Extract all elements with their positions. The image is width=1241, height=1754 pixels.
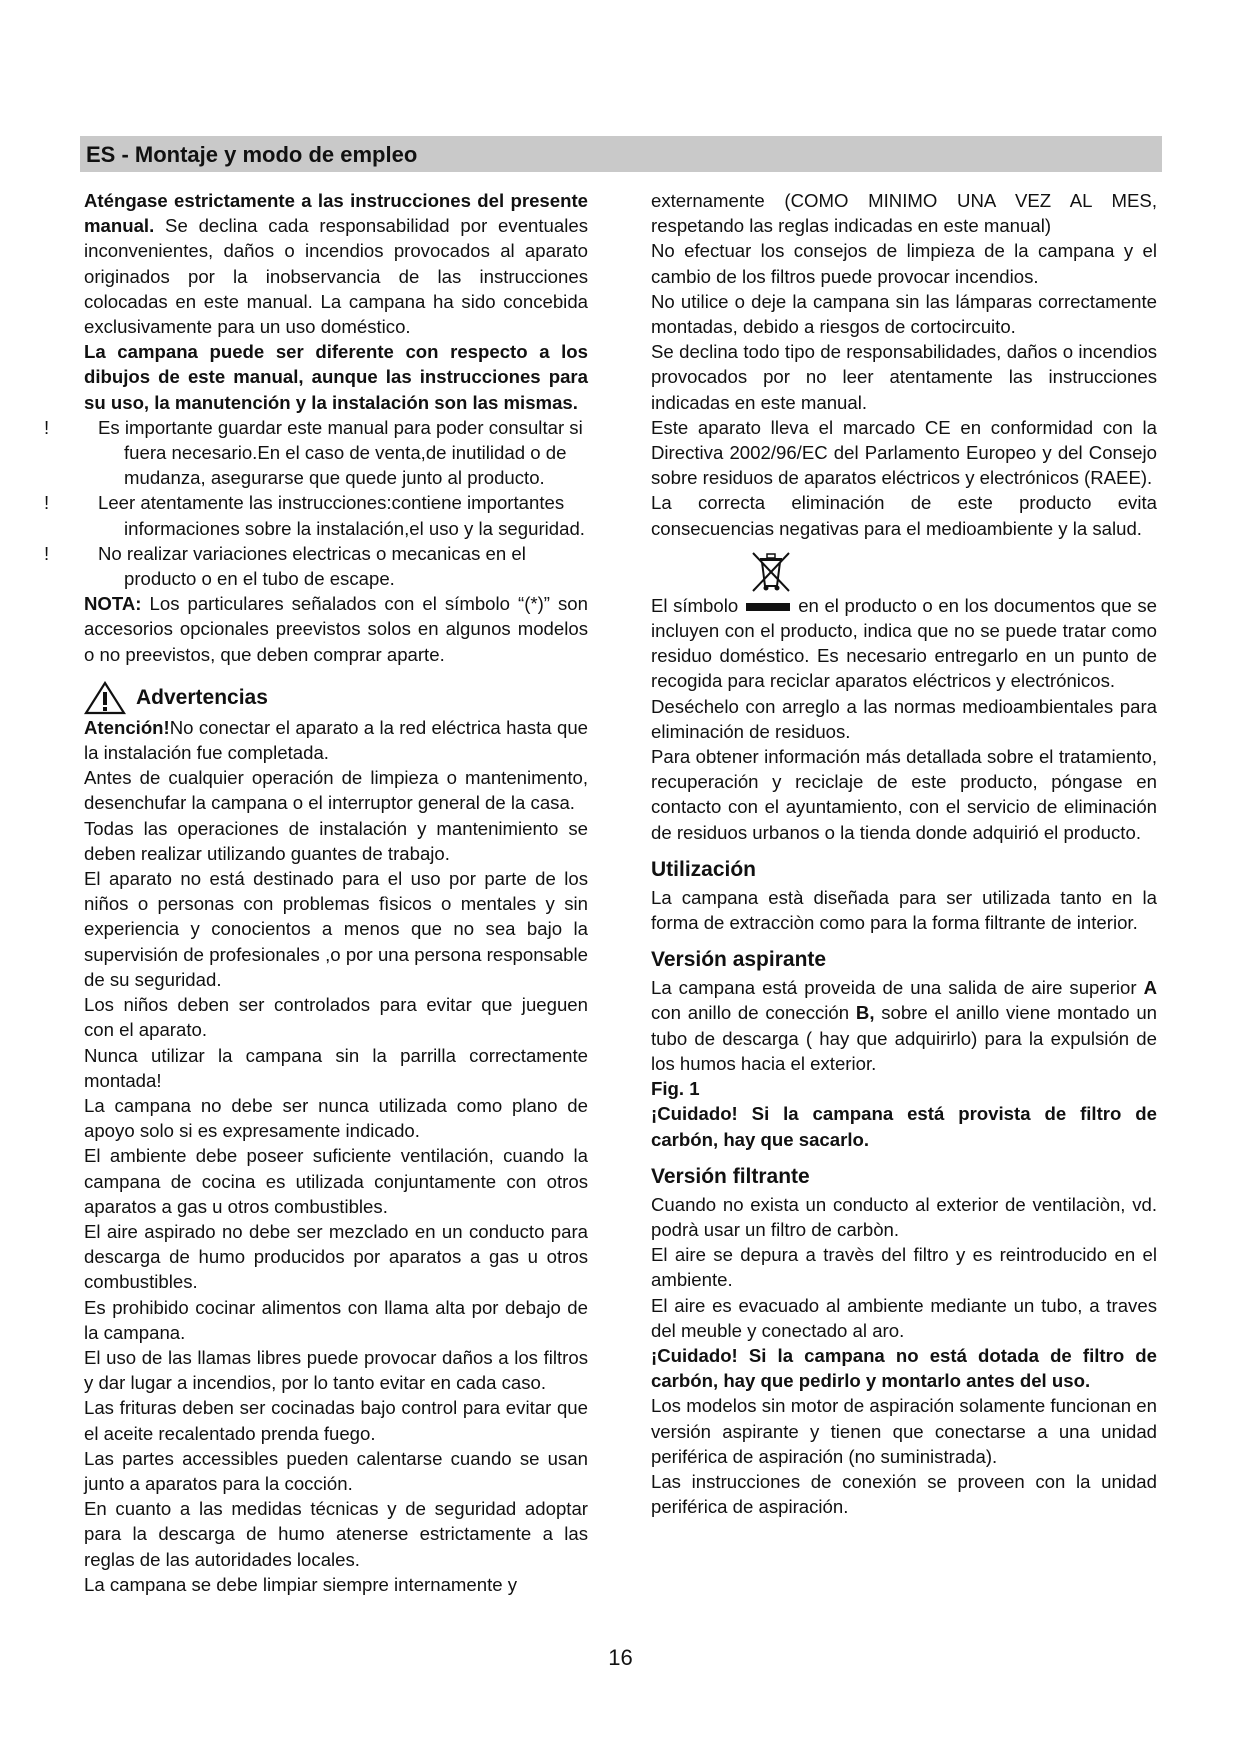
warning-paragraph: Todas las operaciones de instalación y mantenimiento se deben realizar utilizando guantes de trabajo. [84, 817, 588, 864]
warning-paragraph: Las partes accessibles pueden calentarse cuando se usan junto a aparatos para la cocción. [84, 1447, 588, 1494]
warning-paragraph: El ambiente debe poseer suficiente ventilación, cuando la campana de cocina es utilizada conjuntamente con otros aparatos a gas u otros combustibles. [84, 1145, 588, 1217]
warning-paragraph: El uso de las llamas libres puede provocar daños a los filtros y dar lugar a incendios, por lo tanto evitar en cada caso. [84, 1346, 588, 1394]
utilizacion-heading: Utilización [651, 857, 757, 881]
bullet-item: ! Es importante guardar este manual para poder consultar si fuera necesario.En el caso de venta,de inutilidad o de mudanza, asegurarse que quede junto al producto. [44, 416, 583, 489]
utilizacion-paragraph: La campana està diseñada para ser utilizada tanto en la forma de extracciòn como para la forma filtrante de interior. [651, 886, 1157, 934]
crossed-bin-icon [747, 549, 795, 593]
warning-paragraph: Las frituras deben ser cocinadas bajo control para evitar que el aceite recalentado prenda fuego. [84, 1397, 588, 1444]
warning-paragraph: Los niños deben ser controlados para evitar que jueguen con el aparato. [84, 994, 588, 1041]
difference-note: La campana puede ser diferente con respecto a los dibujos de este manual, aunque las instrucciones para su uso, la manutención y la instalación son las mismas. [84, 341, 588, 413]
warning-paragraph: El aparato no está destinado para el uso por parte de los niños o personas con problemas fìsicos o mentales y sin experiencia y conocientos a menos que no sea bajo la supervisión de profesionales ,o por una persona responsable de su seguridad. [84, 868, 588, 990]
figure-reference: Fig. 1 [651, 1078, 700, 1100]
warning-paragraph: Nunca utilizar la campana sin la parrilla correctamente montada! [84, 1044, 588, 1091]
filtrante-paragraph: El aire se depura a travès del filtro y es reintroducido en el ambiente. [651, 1244, 1157, 1291]
symbol-paragraph: El símbolo en el producto o en los documentos que se incluyen con el producto, indica que no se puede tratar como residuo doméstico. Es necesario entregarlo en un punto de recogida para reciclar aparatos eléctricos y electrónicos. [651, 594, 1158, 692]
continued-paragraph: Se declina todo tipo de responsabilidades, daños o incendios provocados por no leer atentamente las instrucciones indicadas en este manual. [651, 341, 1157, 413]
filtrante-heading: Versión filtrante [651, 1164, 810, 1188]
warning-paragraph: El aire aspirado no debe ser mezclado en un conducto para descarga de humo producidos por aparatos a gas u otros combustibles. [84, 1220, 588, 1293]
filtrante-paragraph: Cuando no exista un conducto al exterior de ventilaciòn, vd. podrà usar un filtro de carbòn. [651, 1193, 1157, 1240]
advertencias-heading: Advertencias [84, 681, 588, 715]
nota-paragraph: NOTA: Los particulares señalados con el símbolo “(*)” son accesorios opcionales preevistos solos en algunos modelos o no preevistos, que deben comprar aparte. [84, 593, 588, 665]
continued-paragraph: No efectuar los consejos de limpieza de la campana y el cambio de los filtros puede provocar incendios. [651, 240, 1157, 287]
warning-triangle-icon [84, 681, 126, 715]
bullet-item: ! No realizar variaciones electricas o mecanicas en el producto o en el tubo de escape. [44, 542, 526, 590]
aspirante-paragraph: La campana está proveida de una salida de aire superior A con anillo de conección B, sobre el anillo viene montado un tubo de descarga ( hay que adquirirlo) para la expulsión de los humos hacia el exterior. [651, 977, 1157, 1074]
aspirante-heading: Versión aspirante [651, 948, 827, 972]
continued-paragraph: Este aparato lleva el marcado CE en conformidad con la Directiva 2002/96/EC del Parlamento Europeo y del Consejo sobre residuos de aparatos eléctricos y electrónicos (RAEE). [651, 416, 1157, 489]
section-title: ES - Montaje y modo de empleo [86, 142, 418, 167]
continued-paragraph: La correcta eliminación de este producto evita consecuencias negativas para el medioambiente y la salud. [651, 492, 1157, 539]
right-column [651, 188, 1157, 1519]
caution-note: ¡Cuidado! Si la campana está provista de filtro de carbón, hay que sacarlo. [651, 1103, 1157, 1150]
continued-paragraph: externamente (COMO MINIMO UNA VEZ AL MES, respetando las reglas indicadas en este manual) [651, 190, 1157, 237]
page-number: 16 [608, 1645, 633, 1670]
warning-paragraph: Es prohibido cocinar alimentos con llama alta por debajo de la campana. [84, 1296, 588, 1343]
intro-paragraph: Aténgase estrictamente a las instrucciones del presente manual. Se declina cada responsabilidad por eventuales inconvenientes, daños o incendios provocados al aparato originados por la inobservancia de las instrucciones colocadas en este manual. La campana ha sido concebida exclusivamente para un uso doméstico. [84, 190, 588, 338]
filtrante-paragraph: El aire es evacuado al ambiente mediante un tubo, a traves del meuble y conectado al aro. [651, 1294, 1157, 1341]
filtrante-paragraph: Las instrucciones de conexión se proveen con la unidad periférica de aspiración. [651, 1470, 1157, 1518]
disposal-paragraph: Para obtener información más detallada sobre el tratamiento, recuperación y reciclaje de este producto, póngase en contacto con el ayuntamiento, con el servicio de eliminación de residuos urbanos o la tienda donde adquirió el producto. [651, 746, 1157, 843]
disposal-paragraph: Deséchelo con arreglo a las normas medioambientales para eliminación de residuos. [651, 695, 1157, 742]
left-column [44, 188, 588, 1597]
atencion-paragraph: Atención!No conectar el aparato a la red eléctrica hasta que la instalación fue completada. [84, 716, 588, 764]
black-bar-icon [746, 603, 790, 611]
warning-paragraph: La campana no debe ser nunca utilizada como plano de apoyo solo si es expresamente indicado. [84, 1094, 588, 1142]
continued-paragraph: No utilice o deje la campana sin las lámparas correctamente montadas, debido a riesgos de cortocircuito. [651, 290, 1157, 338]
warning-paragraph: Antes de cualquier operación de limpieza o mantenimento, desenchufar la campana o el interruptor general de la casa. [84, 767, 588, 814]
caution-note: ¡Cuidado! Si la campana no está dotada de filtro de carbón, hay que pedirlo y montarlo antes del uso. [651, 1344, 1157, 1392]
warning-paragraph: En cuanto a las medidas técnicas y de seguridad adoptar para la descarga de humo atenerse estrictamente a las reglas de las autoridades locales. [84, 1498, 588, 1570]
bullet-item: ! Leer atentamente las instrucciones:contiene importantes informaciones sobre la instalación,el uso y la seguridad. [44, 492, 585, 539]
warning-paragraph: La campana se debe limpiar siempre internamente y [84, 1573, 518, 1595]
filtrante-paragraph: Los modelos sin motor de aspiración solamente funcionan en versión aspirante y tienen que conectarse a una unidad periférica de aspiración (no suministrada). [651, 1395, 1157, 1467]
section-header [80, 136, 1162, 172]
